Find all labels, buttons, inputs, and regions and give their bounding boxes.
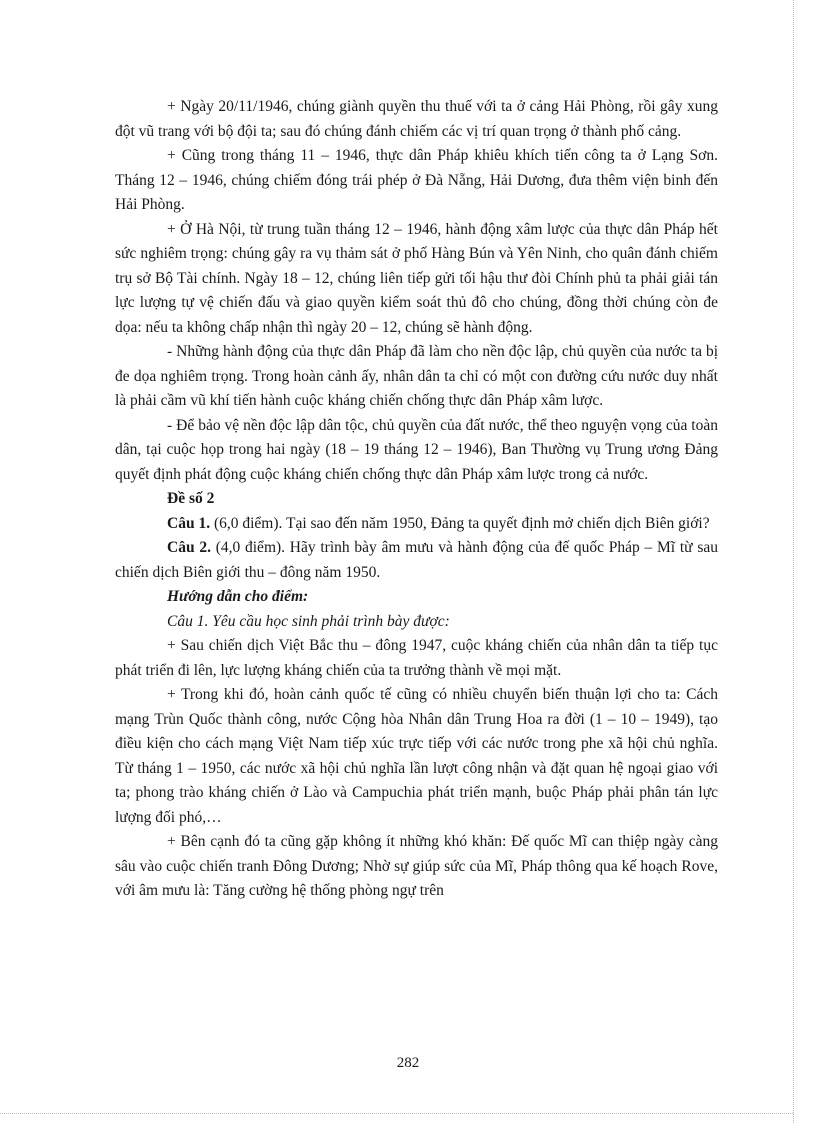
paragraph: - Những hành động của thực dân Pháp đã làm cho nền độc lập, chủ quyền của nước ta bị đe dọa nghiêm trọng. Trong hoàn cảnh ấy, nhân dân ta chỉ có một con đường cứu nước duy nhất là phải cầm vũ khí tiến hành cuộc kháng chiến chống thực dân Pháp xâm lược. <box>115 343 718 409</box>
page-border-right <box>793 0 794 1123</box>
paragraph: - Để bảo vệ nền độc lập dân tộc, chủ quyền của đất nước, thể theo nguyện vọng của toàn dân, tại cuộc họp trong hai ngày (18 – 19 tháng 12 – 1946), Ban Thường vụ Trung ương Đảng quyết định phát động cuộc kháng chiến chống thực dân Pháp xâm lược trong cả nước. <box>115 416 718 483</box>
paragraph: + Ở Hà Nội, từ trung tuần tháng 12 – 1946, hành động xâm lược của thực dân Pháp hết sức nghiêm trọng: chúng gây ra vụ thảm sát ở phố Hàng Bún và Yên Ninh, cho quân đánh chiếm trụ sở Bộ Tài chính. Ngày 18 – 12, chúng liên tiếp gửi tối hậu thư đòi Chính phủ ta phải giải tán lực lượng tự vệ chiến đấu và giao quyền kiểm soát thủ đô cho chúng, đồng thời chúng còn đe dọa: nếu ta không chấp nhận thì ngày 20 – 12, chúng sẽ hành động. <box>115 220 718 336</box>
exam-title: Đề số 2 <box>167 490 215 507</box>
answer-paragraph: + Sau chiến dịch Việt Bắc thu – đông 1947, cuộc kháng chiến của nhân dân ta tiếp tục phát triển đi lên, lực lượng kháng chiến của ta trưởng thành về mọi mặt. <box>115 637 718 679</box>
answer-paragraph: + Trong khi đó, hoàn cảnh quốc tế cũng có nhiều chuyển biến thuận lợi cho ta: Cách mạng Trùn Quốc thành công, nước Cộng hòa Nhân dân Trung Hoa ra đời (1 – 10 – 1949), tạo điều kiện cho cách mạng Việt Nam tiếp xúc trực tiếp với các nước trong phe xã hội chủ nghĩa. Từ tháng 1 – 1950, các nước xã hội chủ nghĩa lần lượt công nhận và đặt quan hệ ngoại giao với ta; phong trào kháng chiến ở Lào và Campuchia phát triển mạnh, buộc Pháp phải phân tán lực lượng đối phó,… <box>115 686 718 826</box>
answer-paragraph: + Bên cạnh đó ta cũng gặp không ít những khó khăn: Đế quốc Mĩ can thiệp ngày càng sâu vào cuộc chiến tranh Đông Dương; Nhờ sự giúp sức của Mĩ, Pháp thông qua kế hoạch Rove, với âm mưu là: Tăng cường hệ thống phòng ngự trên <box>115 833 718 899</box>
body-text <box>115 95 718 904</box>
question-2-text: (4,0 điểm). Hãy trình bày âm mưu và hành động của đế quốc Pháp – Mĩ từ sau chiến dịch Biên giới thu – đông năm 1950. <box>115 539 718 581</box>
paragraph: + Cũng trong tháng 11 – 1946, thực dân Pháp khiêu khích tiến công ta ở Lạng Sơn. Tháng 12 – 1946, chúng chiếm đóng trái phép ở Đà Nẵng, Hải Dương, đưa thêm viện binh đến Hải Phòng. <box>115 147 718 213</box>
guide-heading: Hướng dẫn cho điểm: <box>167 588 309 605</box>
question-1-label: Câu 1. <box>167 514 211 532</box>
question-1 <box>115 512 718 537</box>
answer-1-heading: Câu 1. Yêu cầu học sinh phải trình bày được: <box>167 612 450 630</box>
question-2 <box>115 536 718 585</box>
question-2-label: Câu 2. <box>167 539 211 556</box>
question-1-text: (6,0 điểm). Tại sao đến năm 1950, Đảng ta quyết định mở chiến dịch Biên giới? <box>210 514 710 532</box>
page-number: 282 <box>396 1055 420 1071</box>
page-border-bottom <box>0 1113 793 1114</box>
paragraph: + Ngày 20/11/1946, chúng giành quyền thu thuế với ta ở cảng Hải Phòng, rồi gây xung đột vũ trang với bộ đội ta; sau đó chúng đánh chiếm các vị trí quan trọng ở thành phố cảng. <box>115 98 718 140</box>
